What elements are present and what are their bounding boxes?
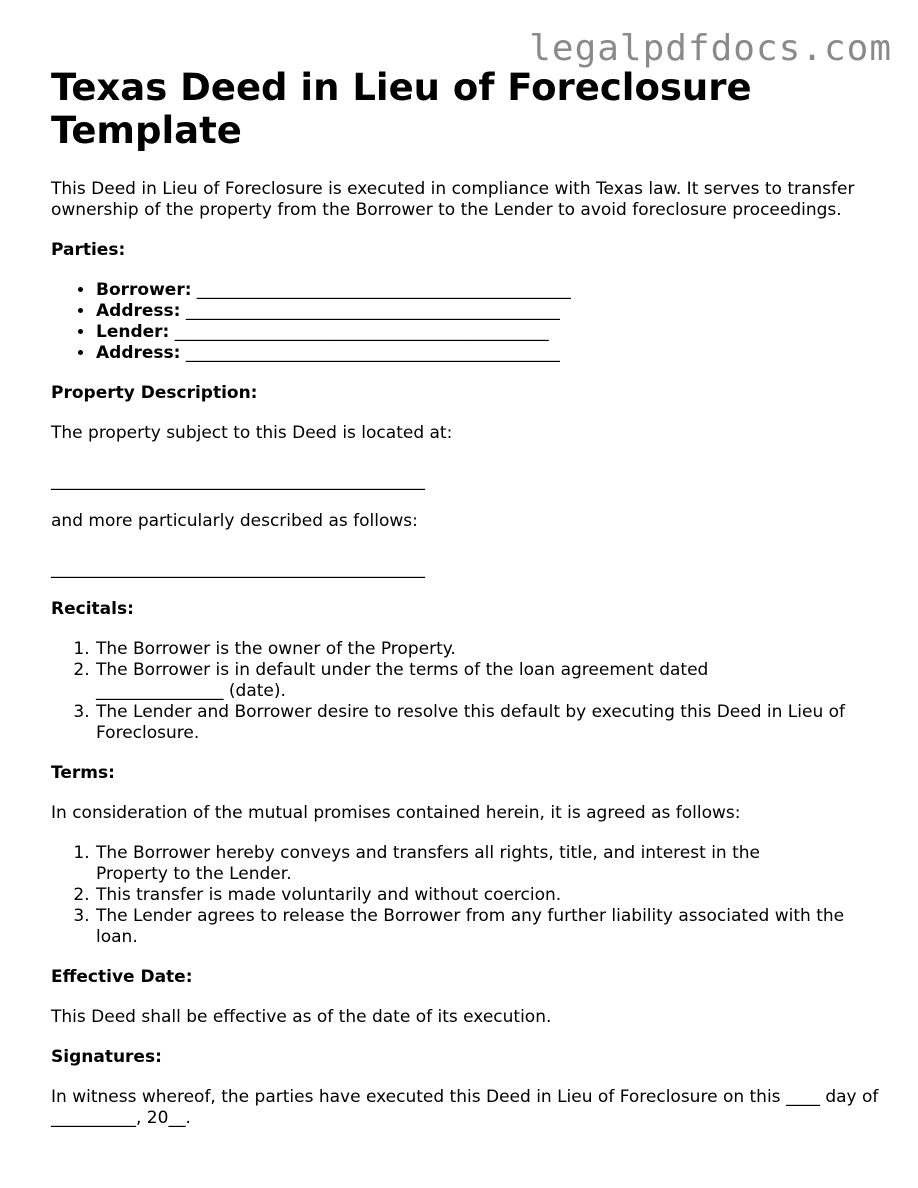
signatures-heading: Signatures: <box>51 1047 162 1067</box>
recitals-heading: Recitals: <box>51 599 134 619</box>
party-borrower <box>95 280 881 301</box>
party-blank: ____________________________________________ <box>174 322 549 342</box>
parties-heading: Parties: <box>51 240 126 260</box>
party-lender-address <box>95 343 881 364</box>
effective-date-heading: Effective Date: <box>51 967 193 987</box>
page-title: Texas Deed in Lieu of Foreclosure Template <box>51 66 752 152</box>
recital-item: 2. The Borrower is in default under the terms of the loan agreement dated _______________ (date). <box>95 660 881 702</box>
term-item: 2. This transfer is made voluntarily and without coercion. <box>95 885 881 906</box>
term-item: 1. The Borrower hereby conveys and transfers all rights, title, and interest in the Property to the Lender. <box>95 843 881 885</box>
recital-item: 1. The Borrower is the owner of the Property. <box>95 639 881 660</box>
property-described-text: and more particularly described as follows: <box>51 511 418 531</box>
party-label: Lender: <box>96 322 170 342</box>
signatures-text: In witness whereof, the parties have executed this Deed in Lieu of Foreclosure on this ____ day of __________, 20__. <box>51 1087 879 1128</box>
party-blank: ____________________________________________ <box>185 301 560 321</box>
terms-heading: Terms: <box>51 763 115 783</box>
terms-list <box>51 843 881 948</box>
document-page <box>51 66 881 1129</box>
party-label: Borrower: <box>96 280 192 300</box>
property-location-blank: ____________________________________________ <box>51 471 425 491</box>
property-located-text: The property subject to this Deed is located at: <box>51 423 453 443</box>
party-blank: ____________________________________________ <box>185 343 560 363</box>
property-heading: Property Description: <box>51 383 258 403</box>
term-item: 3. The Lender agrees to release the Borrower from any further liability associated with the loan. <box>95 906 881 948</box>
recitals-list <box>51 639 881 744</box>
watermark: legalpdfdocs.com <box>529 28 892 69</box>
party-borrower-address <box>95 301 881 322</box>
recital-item: 3. The Lender and Borrower desire to resolve this default by executing this Deed in Lieu of Foreclosure. <box>95 702 881 744</box>
effective-date-text: This Deed shall be effective as of the date of its execution. <box>51 1007 552 1027</box>
party-label: Address: <box>96 343 181 363</box>
party-blank: ____________________________________________ <box>196 280 571 300</box>
parties-list <box>51 280 881 364</box>
party-label: Address: <box>96 301 181 321</box>
party-lender <box>95 322 881 343</box>
property-description-blank: ____________________________________________ <box>51 559 425 579</box>
terms-intro: In consideration of the mutual promises contained herein, it is agreed as follows: <box>51 803 741 823</box>
intro-paragraph: This Deed in Lieu of Foreclosure is executed in compliance with Texas law. It serves to transfer ownership of the property from the Borrower to the Lender to avoid foreclosure proceedings. <box>51 179 855 220</box>
